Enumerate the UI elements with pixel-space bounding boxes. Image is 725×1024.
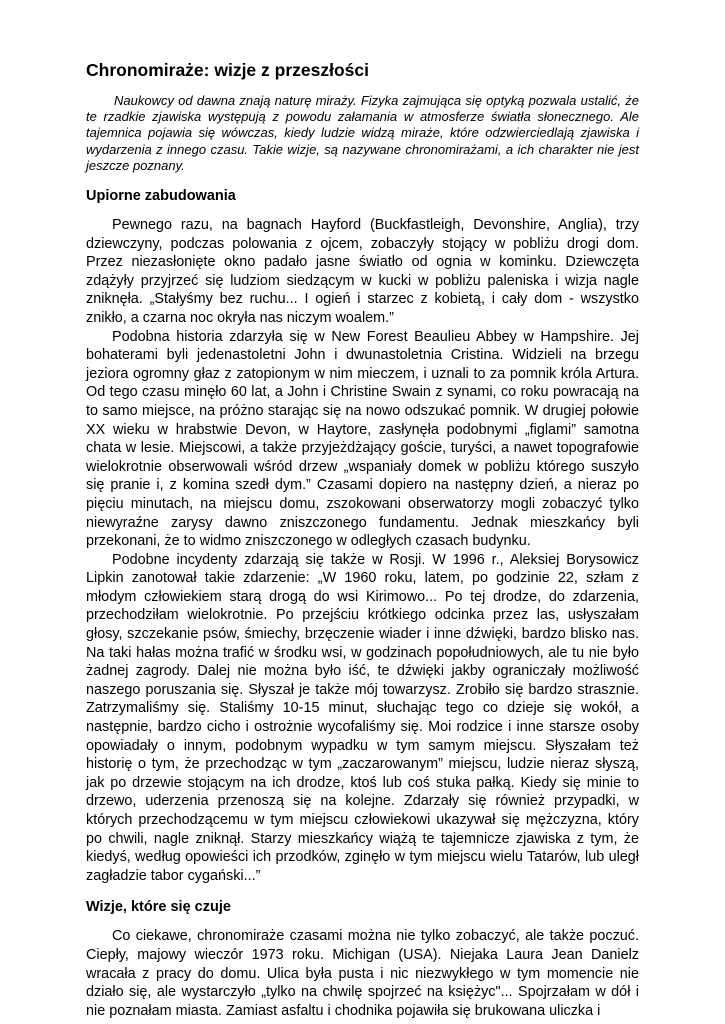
- abstract-paragraph: Naukowcy od dawna znają naturę miraży. Fizyka zajmująca się optyką pozwala ustalić, że te rzadkie zjawiska występują z powodu załamania w atmosferze światła słonecznego. Ale tajemnica pojawia się wówczas, kiedy ludzie widzą miraże, które odzwierciedlają zjawiska i wydarzenia z innego czasu. Takie wizje, są nazywane chronomirażami, a ich charakter nie jest jeszcze poznany.: [86, 93, 639, 173]
- body-paragraph: Podobna historia zdarzyła się w New Forest Beaulieu Abbey w Hampshire. Jej bohaterami byli jedenastoletni John i dwunastoletnia Cristina. Widzieli na brzegu jeziora ogromny głaz z zatopionym w nim mieczem, i uznali to za pomnik króla Artura. Od tego czasu minęło 60 lat, a John i Christine Swain z synami, co roku powracają na to samo miejsce, na próżno starając się na nowo odszukać pomnik. W drugiej połowie XX wieku w hrabstwie Devon, w Haytore, zasłynęła podobnymi „figlami” samotna chata w lesie. Miejscowi, a także przyjeżdżający goście, turyści, a nawet topografowie wielokrotnie obserwowali wśród drzew „wspaniały domek w pobliżu którego suszyło się pranie i, z komina szedł dym.” Czasami dopiero na następny dzień, a nieraz po pięciu minutach, na miejscu domu, zszokowani obserwatorzy mogli zobaczyć tylko niewyraźne zarysy dawno zniszczonego fundamentu. Jednak mieszkańcy byli przekonani, że to widmo zniszczonego w odległych czasach budynku.: [86, 328, 639, 550]
- body-paragraph: Podobne incydenty zdarzają się także w Rosji. W 1996 r., Aleksiej Borysowicz Lipkin zanotował takie zdarzenie: „W 1960 roku, latem, po godzinie 22, szłam z młodym człowiekiem starą drogą do wsi Kirimowo... Po tej drodze, do zdarzenia, przechodziłam wielokrotnie. Po przejściu krótkiego odcinka przez las, usłyszałam głosy, szczekanie psów, śmiechy, brzęczenie wiader i inne dźwięki, bardzo blisko nas. Na taki hałas można trafić w środku wsi, w godzinach popołudniowych, ale tu nie było żadnej zagrody. Dalej nie można było iść, te dźwięki jakby ograniczały możliwość naszego poruszania się. Słyszał je także mój towarzysz. Zrobiło się bardzo strasznie. Zatrzymaliśmy się. Staliśmy 10-15 minut, słuchając tego co dzieje się wokół, a następnie, bardzo cicho i ostrożnie wycofaliśmy się. Moi rodzice i inne starsze osoby opowiadały o innym, podobnym wypadku w tym samym miejscu. Słyszałam też historię o tym, że przechodząc w tym „zaczarowanym” miejscu, ludzie nieraz słyszą, jak po drzewie stojącym na ich drodze, ktoś lub coś stuka pałką. Kiedy się minie to drzewo, uderzenia przenoszą się na kolejne. Zdarzały się również przypadki, w których przechodzącemu w tym miejscu człowiekowi ukazywał się mężczyzna, który po chwili, nagle zniknął. Starzy mieszkańcy wiążą te tajemnicze zjawiska z tym, że kiedyś, według opowieści ich przodków, zginęło w tym miejscu wielu Tatarów, lub uległ zagładzie tabor cygański...”: [86, 551, 639, 884]
- document-page: [86, 58, 639, 1020]
- body-paragraph: Co ciekawe, chronomiraże czasami można nie tylko zobaczyć, ale także poczuć. Ciepły, majowy wieczór 1973 roku. Michigan (USA). Niejaka Laura Jean Danielz wracała z pracy do domu. Ulica była pusta i nic niezwykłego w tym momencie nie działo się, ale wystarczyło „tylko na chwilę spojrzeć na księżyc"... Spojrzałam w dół i nie poznałam miasta. Zamiast asfaltu i chodnika pojawiła się brukowana uliczka i: [86, 928, 639, 1019]
- body-paragraph: Pewnego razu, na bagnach Hayford (Buckfastleigh, Devonshire, Anglia), trzy dziewczyny, podczas polowania z ojcem, zobaczyły stojący w pobliżu drogi dom. Przez niezasłonięte okno padało jasne światło od ognia w kominku. Dziewczęta zdążyły przyjrzeć się ludziom siedzącym w kucki w pobliżu paleniska i wizja nagle zniknęła. „Stałyśmy bez ruchu... I ogień i starzec z kobietą, i cały dom - wszystko znikło, a czarna noc okryła nas niczym woalem.”: [86, 217, 639, 326]
- section-wizje-ktore-sie-czuje: [86, 897, 639, 1020]
- document-title: Chronomiraże: wizje z przeszłości: [86, 60, 369, 80]
- section-heading: Upiorne zabudowania: [86, 188, 236, 205]
- section-upiorne-zabudowania: [86, 186, 639, 885]
- section-heading: Wizje, które się czuje: [86, 899, 231, 916]
